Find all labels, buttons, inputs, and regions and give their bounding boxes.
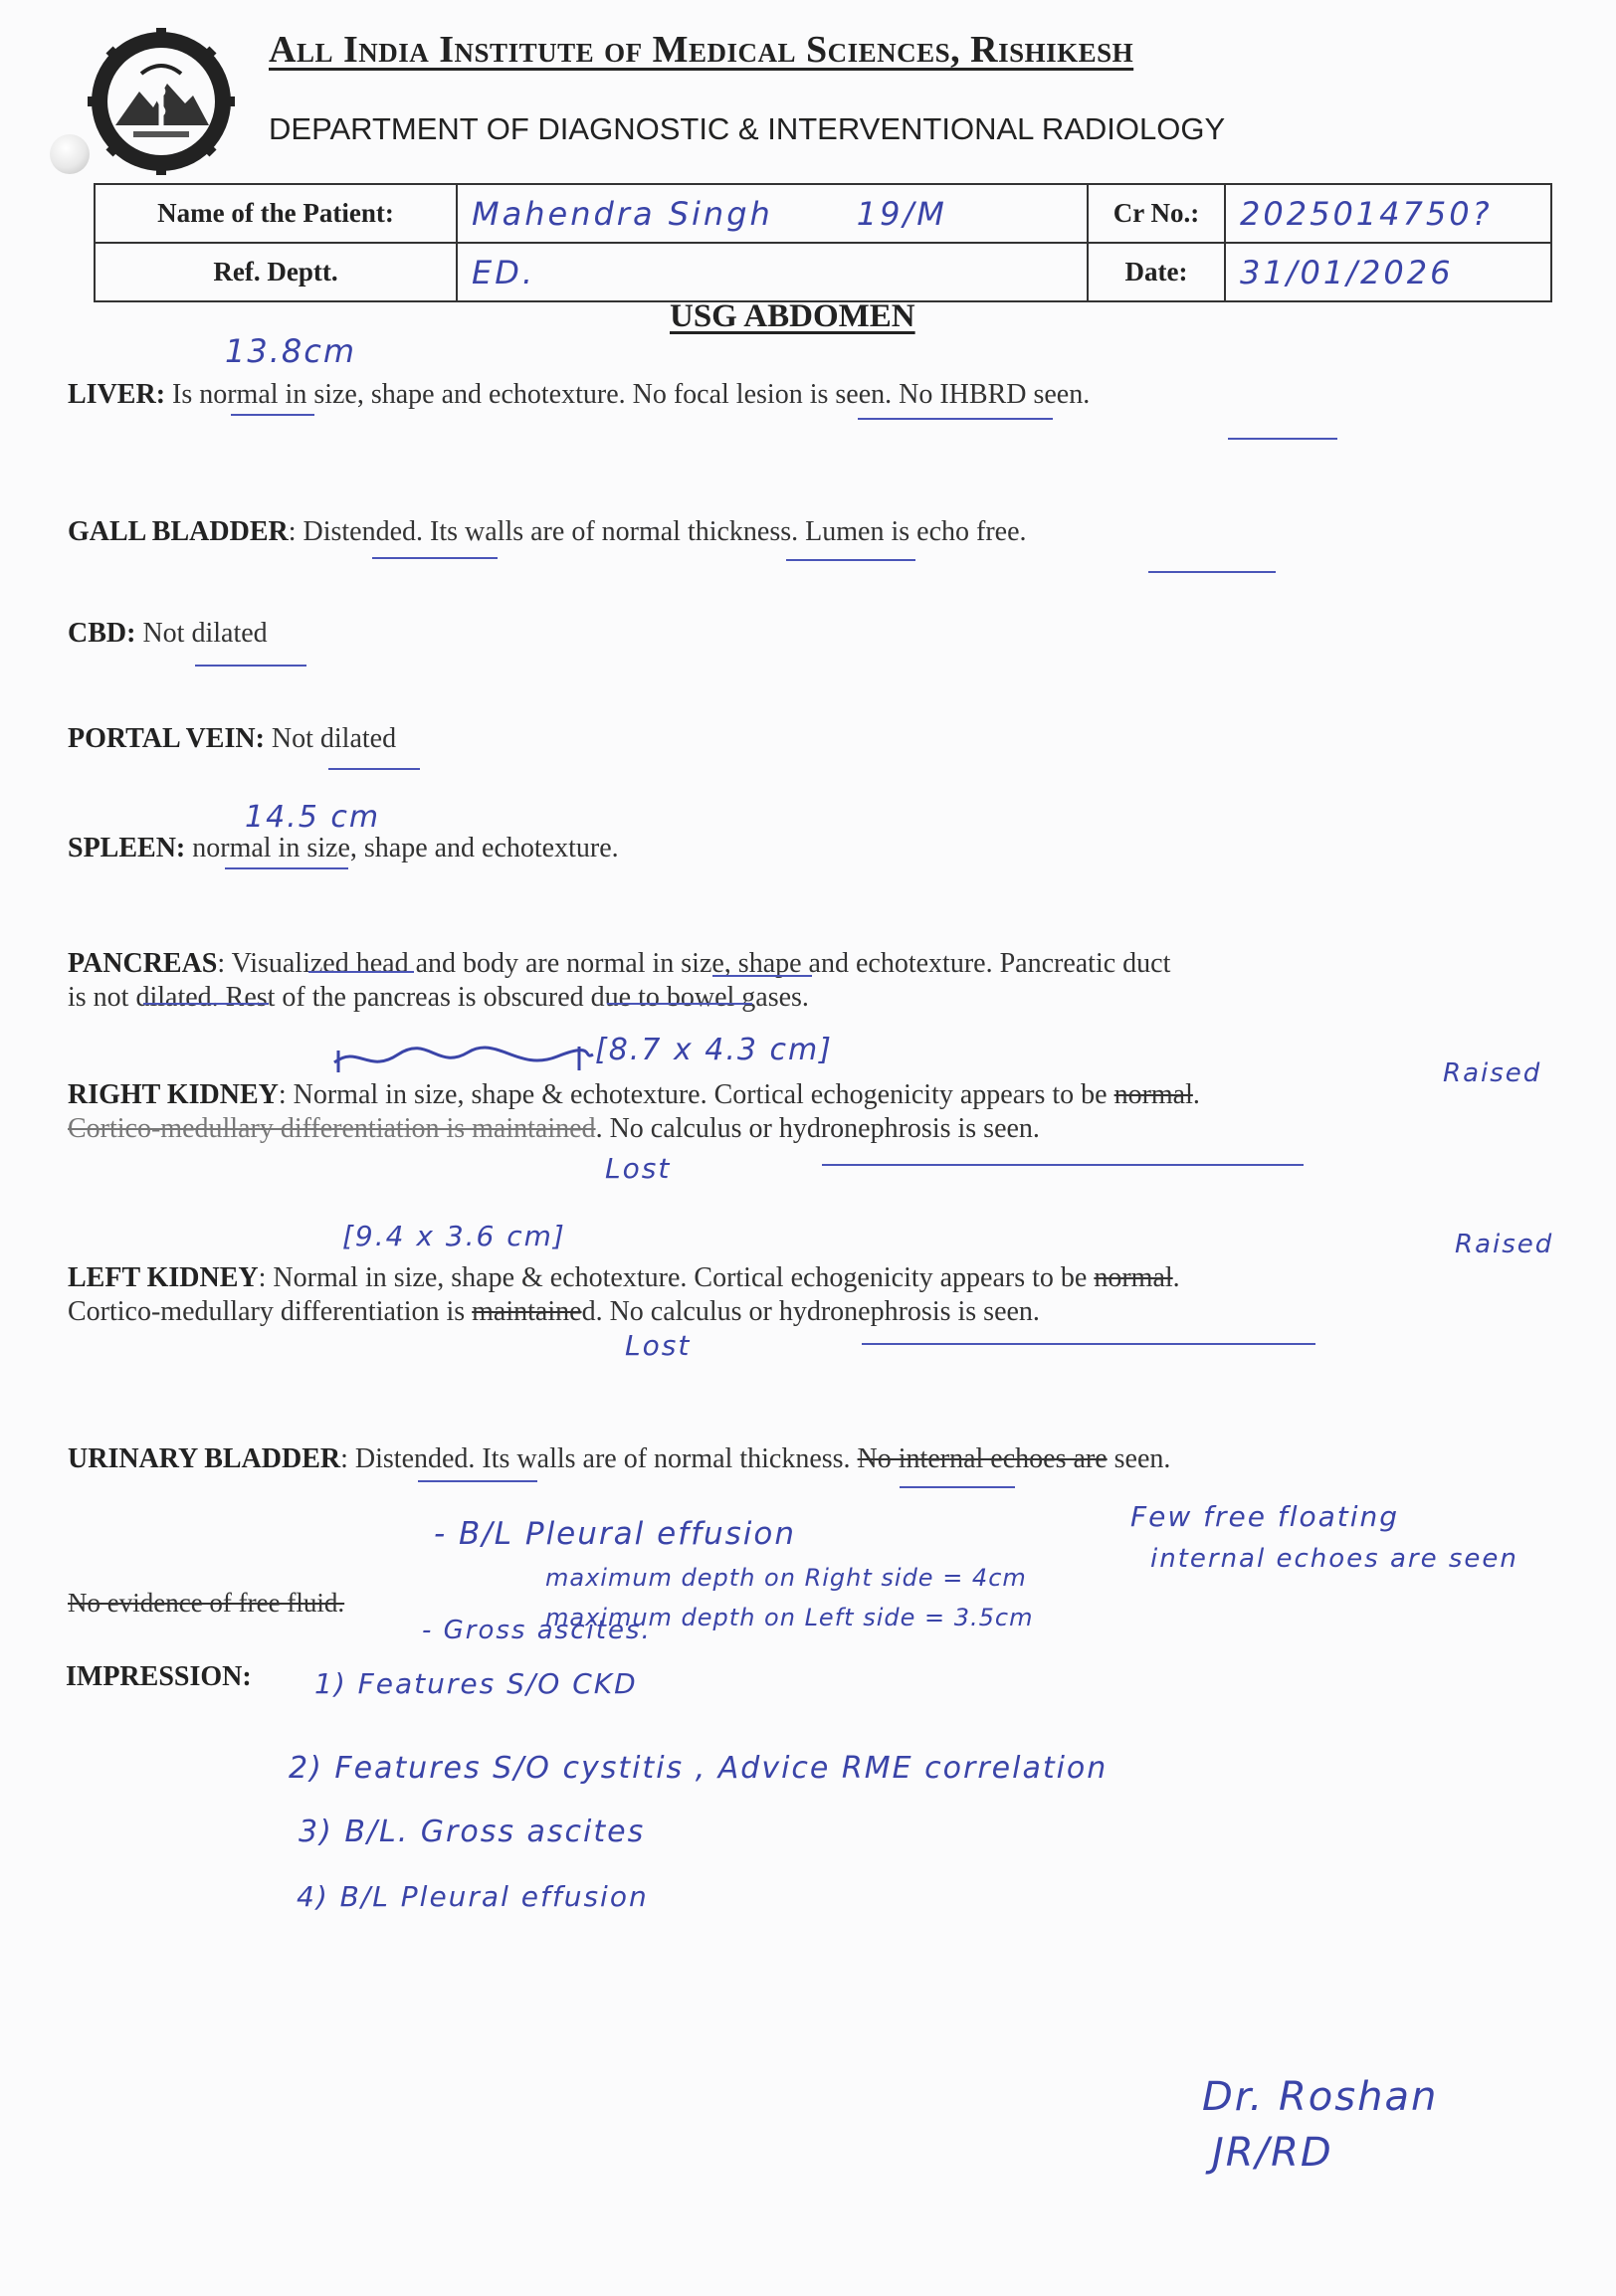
pancreas-underline-3 [143,1003,269,1005]
right-kidney-size-note: [8.7 x 4.3 cm] [595,1033,833,1067]
signature-name: Dr. Roshan [1202,2074,1439,2120]
date-value: 31/01/2026 [1240,253,1454,291]
right-kidney-line1-post: . [1192,1079,1200,1110]
finding-right-depth: maximum depth on Right side = 4cm [545,1564,1027,1592]
pancreas-line2: is not dilated. Rest of the pancreas is obscured due to bowel gases. [68,982,809,1013]
cr-label-cell [1088,184,1225,243]
right-kidney-struck-cmd: Cortico-medullary differentiation is maintained [68,1113,596,1144]
pancreas-label: PANCREAS [68,948,218,979]
gb-underline [372,557,498,559]
portal-vein-text: Not dilated [264,723,397,754]
cr-no-value: 2025014750? [1240,194,1493,233]
urinary-bladder-note-2: internal echoes are seen [1150,1544,1518,1574]
portal-vein-section [68,722,396,756]
liver-underline [231,414,314,416]
cbd-underline [195,665,306,667]
left-kidney-lost-note: Lost [625,1329,692,1362]
left-kidney-line2-post: d. No calculus or hydronephrosis is seen. [581,1296,1040,1327]
patient-name-value: Mahendra Singh [472,194,773,233]
liver-size-note: 13.8cm [225,332,357,370]
impression-label: IMPRESSION: [66,1661,252,1692]
finding-gross-ascites: - Gross ascites. [422,1616,652,1645]
left-kidney-raised-note: Raised [1455,1230,1554,1259]
urinary-bladder-text-post: seen. [1107,1443,1171,1474]
patient-age-sex: 19/M [856,194,947,233]
liver-underline-3 [1228,438,1337,440]
left-kidney-line1-post: . [1172,1262,1180,1293]
urinary-bladder-label: URINARY BLADDER [68,1443,341,1474]
ref-deptt-value: ED. [472,253,536,291]
signature-designation: JR/RD [1212,2130,1333,2176]
aiims-logo-icon [82,28,241,175]
report-title: USG ABDOMEN [670,298,915,334]
ub-underline-2 [900,1486,1015,1488]
right-kidney-lost-note: Lost [605,1152,672,1185]
spleen-underline [225,867,348,869]
free-fluid-struck: No evidence of free fluid. [68,1588,345,1618]
cr-value-cell [1225,184,1551,243]
urinary-bladder-note-1: Few free floating [1130,1500,1400,1533]
impression-item-4: 4) B/L Pleural effusion [297,1880,649,1913]
left-kidney-struck-maintained: maintaine [472,1296,582,1327]
gall-bladder-section [68,515,1027,549]
cbd-text: Not dilated [135,618,268,649]
date-label-cell [1088,243,1225,301]
signature-block [1202,2074,1438,2176]
pancreas-underline-4 [607,1003,752,1005]
ref-value-cell [457,243,1088,301]
left-kidney-label: LEFT KIDNEY [68,1262,259,1293]
cbd-section [68,617,268,651]
urinary-bladder-text-pre: : Distended. Its walls are of normal thickness. [340,1443,858,1474]
gb-underline-3 [1148,571,1276,573]
right-kidney-label: RIGHT KIDNEY [68,1079,279,1110]
right-kidney-raised-note: Raised [1443,1058,1542,1088]
liver-label: LIVER: [68,379,166,410]
liver-section [68,378,1090,412]
left-kidney-underline [862,1343,1315,1345]
portal-underline [328,768,420,770]
gb-underline-2 [786,559,915,561]
right-kidney-struck-normal: normal [1113,1079,1193,1110]
name-label-cell [95,184,457,243]
pancreas-underline-2 [712,975,812,977]
left-kidney-size-note: [9.4 x 3.6 cm] [342,1220,566,1252]
patient-name-label: Name of the Patient: [157,198,394,228]
portal-vein-label: PORTAL VEIN: [68,723,265,754]
gall-bladder-text: : Distended. Its walls are of normal thickness. Lumen is echo free. [288,516,1027,547]
department-title: DEPARTMENT OF DIAGNOSTIC & INTERVENTIONAL RADIOLOGY [269,111,1226,146]
left-kidney-struck-normal: normal [1094,1262,1173,1293]
impression-item-1: 1) Features S/O CKD [314,1667,638,1700]
gall-bladder-label: GALL BLADDER [68,516,289,547]
liver-text: Is normal in size, shape and echotexture. No focal lesion is seen. No IHBRD seen. [165,379,1091,410]
ub-underline [418,1480,537,1482]
pancreas-line1: : Visualized head and body are normal in size, shape and echotexture. Pancreatic duct [217,948,1171,979]
finding-pleural-effusion: - B/L Pleural effusion [434,1516,797,1552]
liver-underline-2 [858,418,1053,420]
ref-label-cell [95,243,457,301]
urinary-bladder-section [68,1442,1170,1476]
scribble-icon [328,1041,597,1076]
right-kidney-line2-post: . No calculus or hydronephrosis is seen. [595,1113,1040,1144]
institute-title: All India Institute of Medical Sciences, Rishikesh [269,29,1134,71]
left-kidney-line2-pre: Cortico-medullary differentiation is [68,1296,473,1327]
left-kidney-line1-pre: : Normal in size, shape & echotexture. Cortical echogenicity appears to be [258,1262,1095,1293]
impression-item-3: 3) B/L. Gross ascites [299,1815,646,1849]
spleen-text: normal in size, shape and echotexture. [185,833,619,863]
spleen-label: SPLEEN: [68,833,186,863]
urinary-bladder-struck: No internal echoes are [857,1443,1108,1474]
spleen-section [68,832,619,865]
left-kidney-section [68,1261,1180,1329]
right-kidney-underline [822,1164,1304,1166]
pancreas-underline [308,971,414,973]
impression-item-2: 2) Features S/O cystitis , Advice RME correlation [289,1751,1109,1786]
spleen-size-note: 14.5 cm [245,800,381,835]
date-label: Date: [1124,257,1188,287]
right-kidney-line1-pre: : Normal in size, shape & echotexture. Cortical echogenicity appears to be [278,1079,1114,1110]
date-value-cell [1225,243,1551,301]
cbd-label: CBD: [68,618,136,649]
cr-no-label: Cr No.: [1112,198,1200,228]
ref-deptt-label: Ref. Deptt. [213,257,338,287]
finding-left-depth: maximum depth on Left side = 3.5cm [545,1604,1034,1631]
right-kidney-section [68,1078,1200,1146]
name-value-cell [457,184,1088,243]
patient-info-table [94,183,1552,302]
